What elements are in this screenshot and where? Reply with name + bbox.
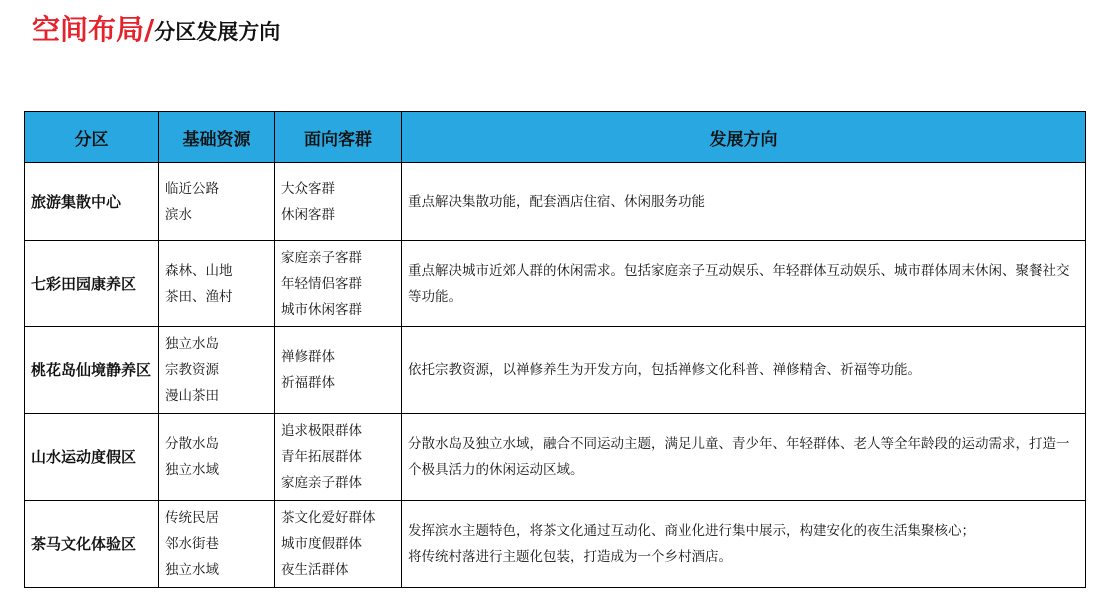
table-row: [25, 414, 1086, 501]
group-item: 年轻情侣客群: [281, 275, 362, 292]
zone-table: [24, 111, 1086, 588]
header-direction: 发展方向: [402, 112, 1086, 163]
zone-cell: [25, 501, 159, 588]
direction-cell: [402, 414, 1086, 501]
page-title: [32, 8, 280, 48]
resource-item: 茶田、渔村: [165, 288, 233, 305]
groups-cell: [275, 163, 402, 241]
group-item: 城市休闲客群: [281, 301, 362, 318]
group-item: 夜生活群体: [281, 562, 349, 578]
direction-text: 分散水岛及独立水域，融合不同运动主题，满足儿童、青少年、年轻群体、老人等全年龄段的运动需求，打造一个极具活力的休闲运动区域。: [408, 436, 1070, 478]
zone-name: 茶马文化体验区: [31, 535, 137, 553]
group-item: 休闲客群: [281, 206, 335, 223]
page-title-main: 空间布局: [32, 13, 145, 46]
table-header-row: [25, 112, 1086, 163]
group-item: 追求极限群体: [281, 423, 362, 439]
resource-item: 独立水岛: [165, 336, 219, 352]
resource-item: 分散水岛: [165, 436, 219, 452]
direction-cell: [402, 241, 1086, 327]
table-row: [25, 163, 1086, 241]
groups-cell: [275, 327, 402, 414]
header-zone: 分区: [25, 112, 159, 163]
table-row: [25, 501, 1086, 588]
zone-name: 山水运动度假区: [31, 448, 137, 466]
group-item: 城市度假群体: [281, 536, 362, 552]
group-item: 禅修群体: [281, 349, 335, 365]
direction-cell: [402, 163, 1086, 241]
zone-name: 旅游集散中心: [31, 192, 122, 211]
resources-cell: [159, 414, 275, 501]
resources-cell: [159, 327, 275, 414]
zone-cell: [25, 163, 159, 241]
direction-cell: [402, 327, 1086, 414]
direction-text: 发挥滨水主题特色，将茶文化通过互动化、商业化进行集中展示，构建安化的夜生活集聚核心；: [408, 523, 975, 539]
table-row: [25, 327, 1086, 414]
resource-item: 漫山茶田: [165, 388, 219, 404]
direction-text: 依托宗教资源，以禅修养生为开发方向，包括禅修文化科普、禅修精舍、祈福等功能。: [408, 362, 921, 378]
page-title-slash: /: [144, 13, 155, 46]
resource-item: 滨水: [165, 206, 192, 223]
direction-cell: [402, 501, 1086, 588]
header-groups: 面向客群: [275, 112, 402, 163]
groups-cell: [275, 501, 402, 588]
resources-cell: [159, 501, 275, 588]
zone-cell: [25, 241, 159, 327]
direction-text: 重点解决集散功能，配套酒店住宿、休闲服务功能: [408, 193, 705, 210]
resource-item: 独立水域: [165, 562, 219, 578]
resources-cell: [159, 241, 275, 327]
group-item: 青年拓展群体: [281, 449, 362, 465]
resources-cell: [159, 163, 275, 241]
table-row: [25, 241, 1086, 327]
resource-item: 森林、山地: [165, 262, 233, 279]
resource-item: 独立水域: [165, 462, 219, 478]
groups-cell: [275, 241, 402, 327]
zone-cell: [25, 414, 159, 501]
zone-name: 七彩田园康养区: [31, 274, 137, 293]
groups-cell: [275, 414, 402, 501]
resource-item: 邻水街巷: [165, 536, 219, 552]
group-item: 大众客群: [281, 180, 335, 197]
resource-item: 临近公路: [165, 180, 219, 197]
group-item: 茶文化爱好群体: [281, 510, 376, 526]
group-item: 家庭亲子群体: [281, 475, 362, 491]
resource-item: 传统民居: [165, 510, 219, 526]
zone-cell: [25, 327, 159, 414]
direction-text: 重点解决城市近郊人群的休闲需求。包括家庭亲子互动娱乐、年轻群体互动娱乐、城市群体周末休闲、聚餐社交等功能。: [408, 262, 1070, 305]
page-title-sub: 分区发展方向: [154, 20, 281, 44]
direction-text: 将传统村落进行主题化包装，打造成为一个乡村酒店。: [408, 549, 732, 565]
header-resources: 基础资源: [159, 112, 275, 163]
zone-name: 桃花岛仙境静养区: [31, 361, 152, 379]
resource-item: 宗教资源: [165, 362, 219, 378]
group-item: 家庭亲子客群: [281, 249, 362, 266]
group-item: 祈福群体: [281, 375, 335, 391]
